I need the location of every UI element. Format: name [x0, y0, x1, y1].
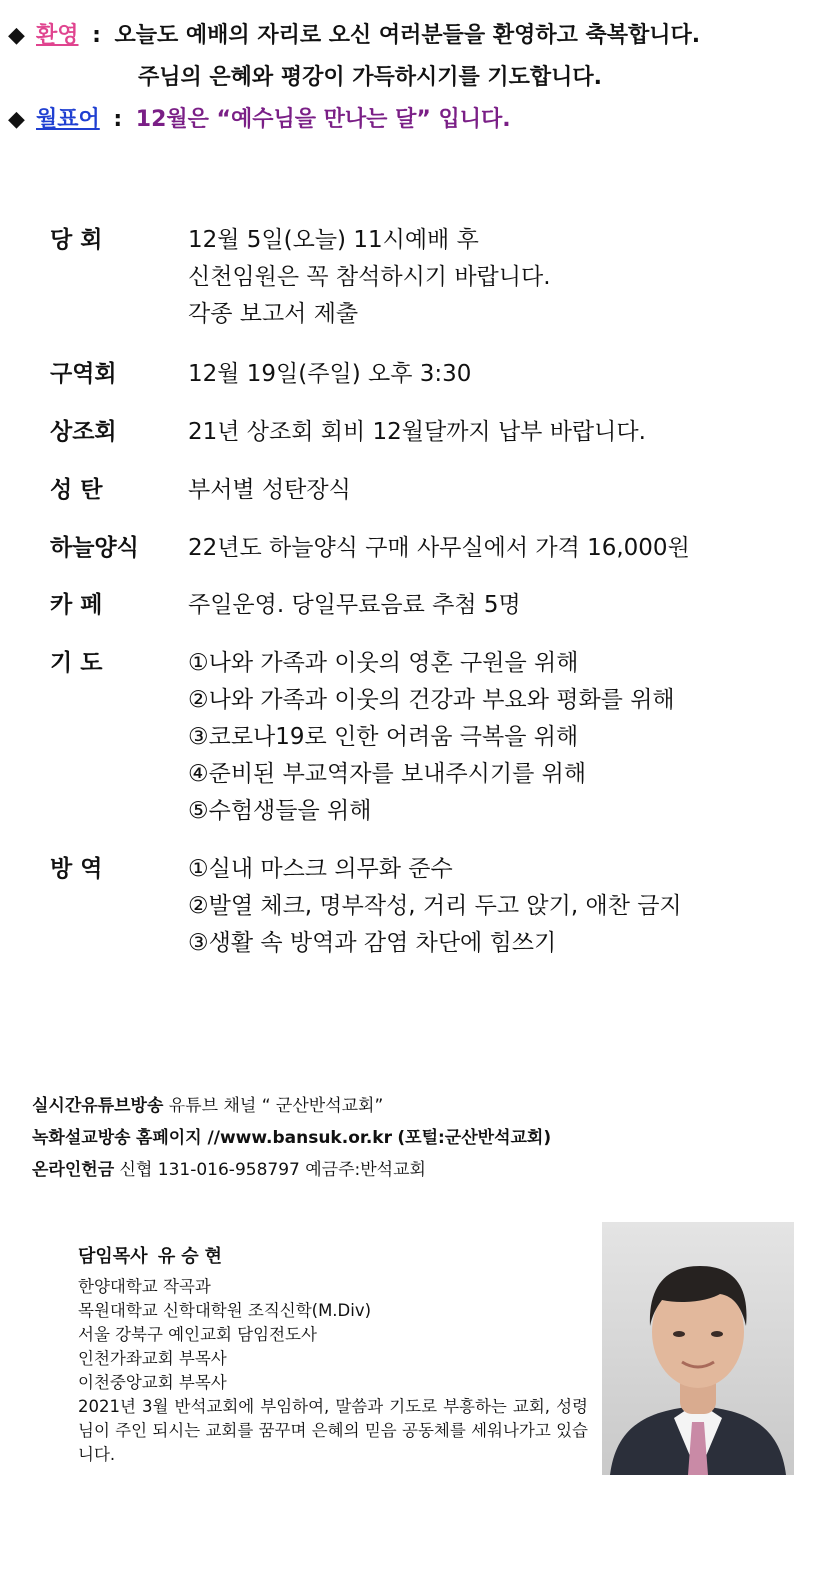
broadcast-label: 녹화설교방송	[32, 1128, 131, 1148]
notice-christmas	[50, 472, 810, 509]
notice-line: ②발열 체크, 명부작성, 거리 두고 앉기, 애찬 금지	[188, 893, 682, 919]
notice-line: 부서별 성탄장식	[188, 477, 351, 503]
notice-label: 구역회	[50, 361, 117, 387]
pastor-photo	[602, 1222, 794, 1475]
welcome-label: 환영	[36, 23, 79, 48]
notice-daily-bread	[50, 530, 810, 567]
broadcast-label: 온라인헌금	[32, 1160, 115, 1180]
notice-line: 각종 보고서 제출	[188, 301, 359, 327]
notice-label: 하늘양식	[50, 535, 139, 561]
welcome-text: 오늘도 예배의 자리로 오신 여러분들을 환영하고 축복합니다.	[114, 23, 701, 48]
diamond-bullet-icon: ◆	[8, 107, 25, 132]
career-item: 서울 강북구 예인교회 담임전도사	[78, 1325, 317, 1344]
notice-prayer	[50, 645, 810, 830]
career-item: 목원대학교 신학대학원 조직신학(M.Div)	[78, 1301, 372, 1320]
motto-label: 월표어	[36, 107, 100, 132]
diamond-bullet-icon: ◆	[8, 23, 25, 48]
broadcast-text: 신협 131-016-958797 예금주:반석교회	[119, 1160, 426, 1180]
notice-label: 상조회	[50, 419, 117, 445]
notice-line: 주일운영. 당일무료음료 추첨 5명	[188, 592, 521, 618]
motto-line	[8, 102, 511, 133]
notice-line: ①나와 가족과 이웃의 영혼 구원을 위해	[188, 650, 579, 676]
notice-line: 12월 19일(주일) 오후 3:30	[188, 361, 472, 387]
notice-line: 22년도 하늘양식 구매 사무실에서 가격 16,000원	[188, 535, 690, 561]
notice-line: 12월 5일(오늘) 11시예배 후	[188, 227, 479, 253]
welcome-line	[8, 18, 700, 49]
motto-text: 12월은 “예수님을 만나는 달” 입니다.	[135, 107, 511, 132]
welcome-text-2: 주님의 은혜와 평강이 가득하시기를 기도합니다.	[138, 65, 603, 90]
notice-line: ⑤수험생들을 위해	[188, 798, 372, 824]
broadcast-label: 실시간유튜브방송	[32, 1096, 164, 1116]
notice-district	[50, 356, 810, 393]
notice-label: 당 회	[50, 227, 103, 253]
notice-label: 카 페	[50, 592, 103, 618]
broadcast-text: 유튜브 채널 “ 군산반석교회”	[168, 1096, 384, 1116]
notice-mutual-aid	[50, 414, 810, 451]
motto-colon: :	[113, 107, 123, 132]
notice-quarantine	[50, 851, 810, 962]
notice-label: 기 도	[50, 650, 103, 676]
notice-line: ②나와 가족과 이웃의 건강과 부요와 평화를 위해	[188, 687, 675, 713]
career-item: 이천중앙교회 부목사	[78, 1373, 227, 1392]
welcome-line-2	[138, 60, 602, 91]
pastor-title: 담임목사	[78, 1246, 148, 1267]
broadcast-live	[32, 1091, 383, 1116]
notice-line: 신천임원은 꼭 참석하시기 바랍니다.	[188, 264, 551, 290]
welcome-colon: :	[92, 23, 101, 48]
notice-council	[50, 222, 810, 333]
broadcast-recorded	[32, 1123, 551, 1148]
pastor-profile	[78, 1245, 588, 1467]
notice-line: 21년 상조회 회비 12월달까지 납부 바랍니다.	[188, 419, 646, 445]
broadcast-offering	[32, 1155, 426, 1180]
pastor-name: 유승현	[157, 1246, 229, 1267]
portrait-image	[602, 1222, 794, 1475]
pastor-heading	[78, 1245, 588, 1269]
notice-label: 성 탄	[50, 477, 103, 503]
homepage-link[interactable]: 홈페이지 //www.bansuk.or.kr	[135, 1128, 392, 1148]
notice-line: ③생활 속 방역과 감염 차단에 힘쓰기	[188, 930, 557, 956]
notice-cafe	[50, 587, 810, 624]
pastor-bio: 2021년 3월 반석교회에 부임하여, 말씀과 기도로 부흥하는 교회, 성령님이 주인 되시는 교회를 꿈꾸며 은혜의 믿음 공동체를 세워나가고 있습니다.	[78, 1397, 588, 1464]
career-item: 인천가좌교회 부목사	[78, 1349, 227, 1368]
portal-note: (포털:군산반석교회)	[397, 1128, 552, 1148]
notice-line: ①실내 마스크 의무화 준수	[188, 856, 453, 882]
notice-line: ③코로나19로 인한 어려움 극복을 위해	[188, 724, 579, 750]
notice-label: 방 역	[50, 856, 103, 882]
career-item: 한양대학교 작곡과	[78, 1277, 211, 1296]
notice-line: ④준비된 부교역자를 보내주시기를 위해	[188, 761, 587, 787]
